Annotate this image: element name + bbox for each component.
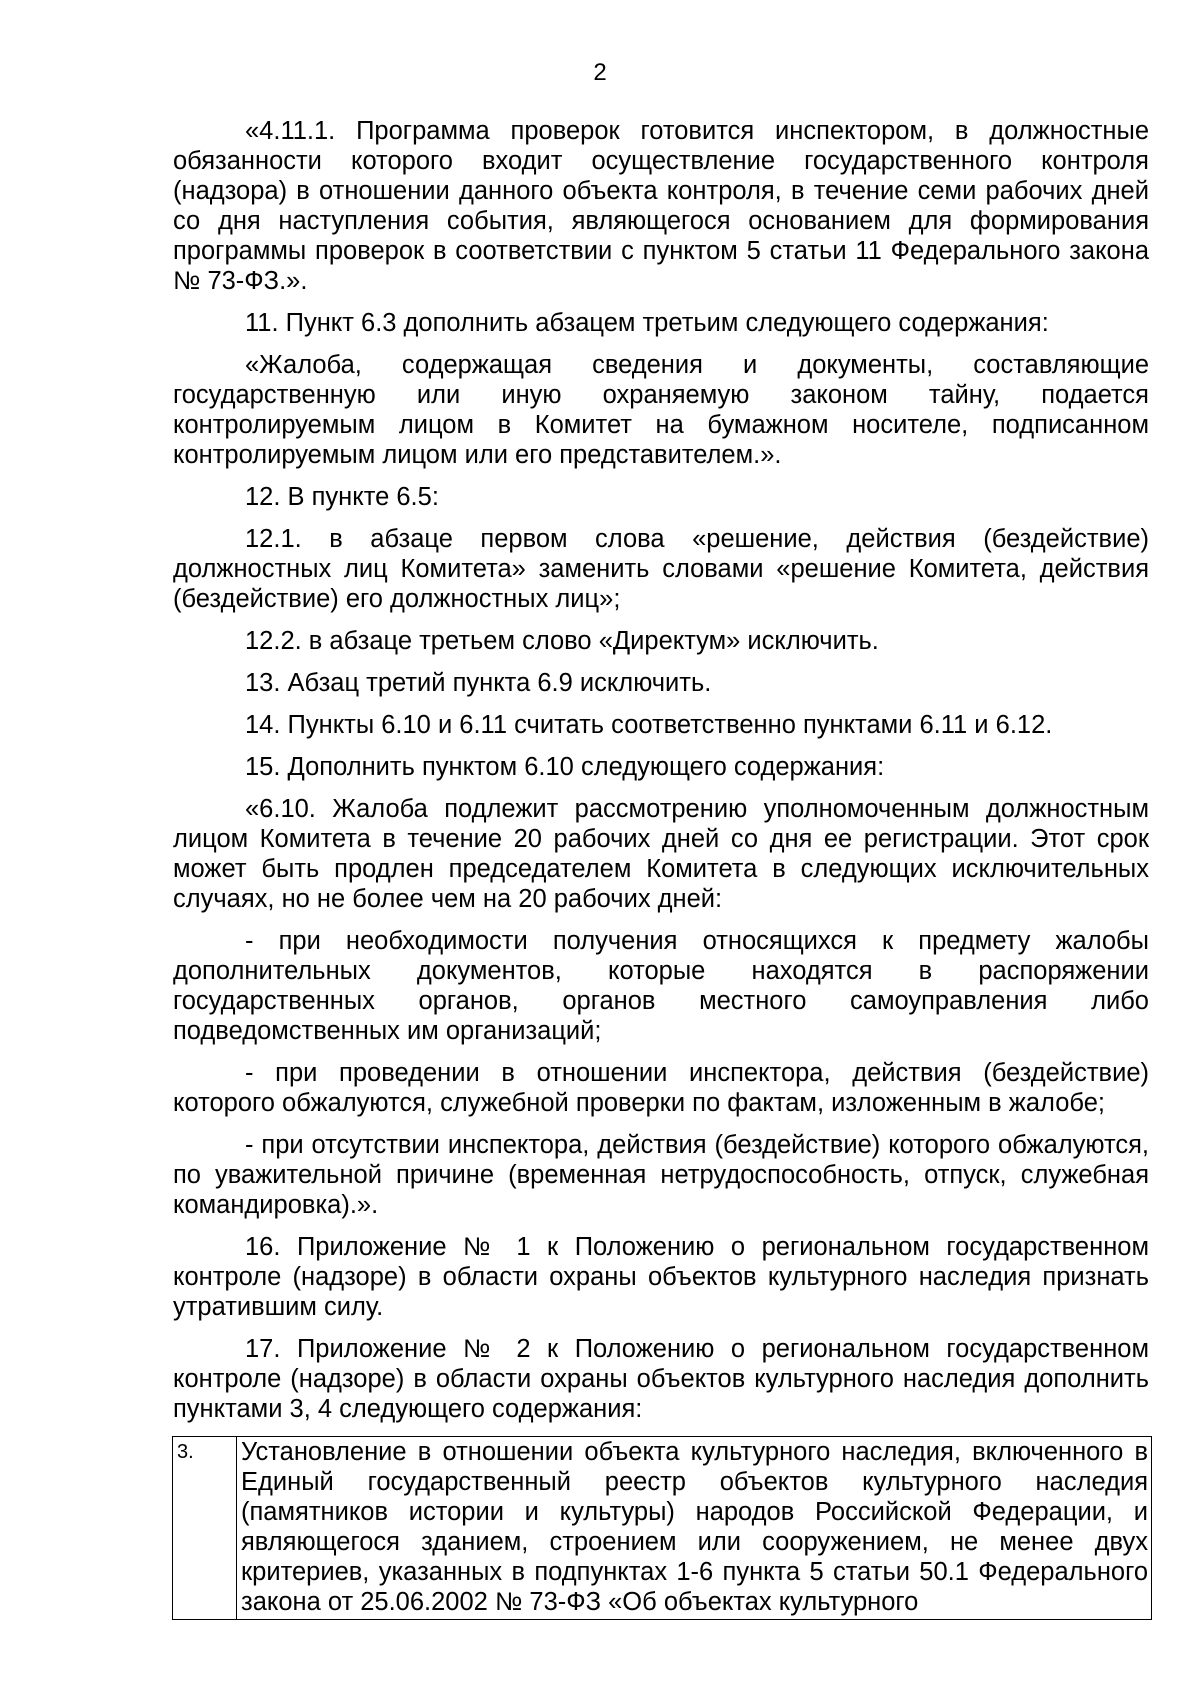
paragraph-bullet-documents: - при необходимости получения относящихся к предмету жалобы дополнительных документов, которые находятся в распоряжении государственных органов, органов местного самоуправления либо подведомственных им организаций; (173, 927, 1149, 1045)
paragraph-complaint-quote: «Жалоба, содержащая сведения и документы, составляющие государственную или иную охраняемую законом тайну, подается контролируемым лицом в Комитет на бумажном носителе, подписанном контролируемым лицом или его представителем.». (173, 351, 1149, 469)
paragraph-item-15: 15. Дополнить пунктом 6.10 следующего содержания: (245, 753, 885, 781)
page-number: 2 (593, 59, 607, 86)
paragraph-item-13: 13. Абзац третий пункта 6.9 исключить. (245, 669, 712, 697)
paragraph-item-17: 17. Приложение № 2 к Положению о региональном государственном контроле (надзоре) в области охраны объектов культурного наследия дополнить пунктами 3, 4 следующего содержания: (173, 1335, 1149, 1423)
paragraph-item-12: 12. В пункте 6.5: (245, 483, 439, 511)
paragraph-6-10-quote: «6.10. Жалоба подлежит рассмотрению уполномоченным должностным лицом Комитета в течение 20 рабочих дней со дня ее регистрации. Этот срок может быть продлен председателем Комитета в следующих исключительных случаях, но не более чем на 20 рабочих дней: (173, 795, 1149, 913)
paragraph-bullet-absence: - при отсутствии инспектора, действия (бездействие) которого обжалуются, по уважительной причине (временная нетрудоспособность, отпуск, служебная командировка).». (173, 1131, 1149, 1219)
paragraph-item-14: 14. Пункты 6.10 и 6.11 считать соответственно пунктами 6.11 и 6.12. (245, 711, 1053, 739)
paragraph-item-16: 16. Приложение № 1 к Положению о региональном государственном контроле (надзоре) в области охраны объектов культурного наследия признать утратившим силу. (173, 1233, 1149, 1321)
appendix-table (172, 1436, 1152, 1620)
document-body (173, 116, 1149, 1620)
table-cell-number: 3. (173, 1437, 237, 1620)
paragraph-item-12-2: 12.2. в абзаце третьем слово «Директум» исключить. (245, 627, 879, 655)
table-cell-text: Установление в отношении объекта культурного наследия, включенного в Единый государственный реестр объектов культурного наследия (памятников истории и культуры) народов Российской Федерации, и являющегося зданием, строением или сооружением, не менее двух критериев, указанных в подпунктах 1-6 пункта 5 статьи 50.1 Федерального закона от 25.06.2002 № 73-ФЗ «Об объектах культурного (237, 1437, 1152, 1620)
paragraph-bullet-inspection: - при проведении в отношении инспектора, действия (бездействие) которого обжалуются, служебной проверки по фактам, изложенным в жалобе; (173, 1059, 1149, 1117)
paragraph-4-11-1: «4.11.1. Программа проверок готовится инспектором, в должностные обязанности которого входит осуществление государственного контроля (надзора) в отношении данного объекта контроля, в течение семи рабочих дней со дня наступления события, являющегося основанием для формирования программы проверок в соответствии с пунктом 5 статьи 11 Федерального закона № 73-ФЗ.». (173, 117, 1149, 295)
paragraph-item-12-1: 12.1. в абзаце первом слова «решение, действия (бездействие) должностных лиц Комитета» заменить словами «решение Комитета, действия (бездействие) его должностных лиц»; (173, 525, 1149, 613)
table-row (173, 1437, 1152, 1620)
paragraph-item-11: 11. Пункт 6.3 дополнить абзацем третьим следующего содержания: (245, 309, 1049, 337)
